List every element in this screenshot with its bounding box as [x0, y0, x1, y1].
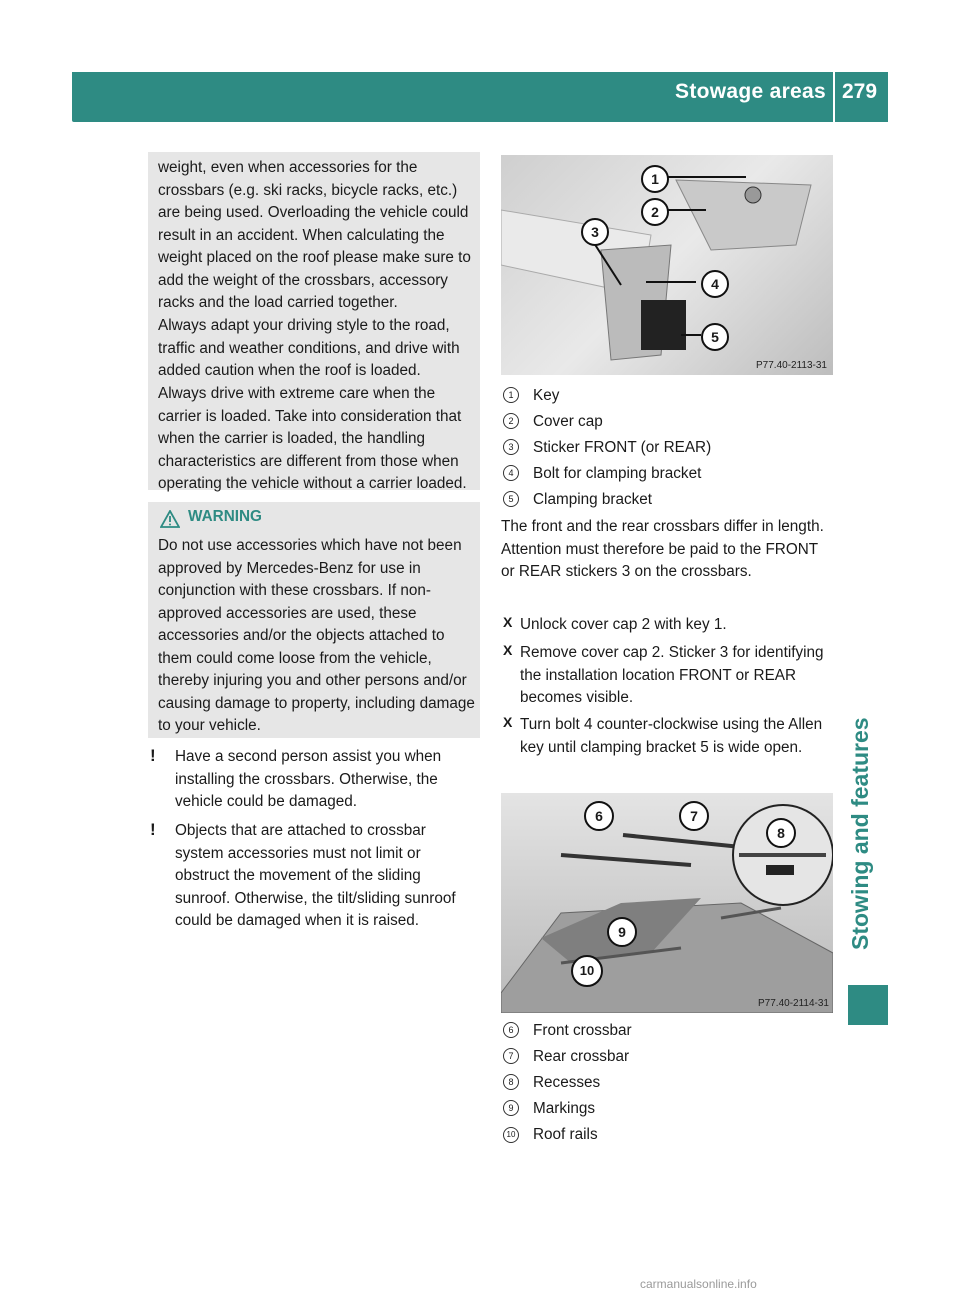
step-3: Turn bolt 4 counter-clockwise using the Allen key until clamping bracket 5 is wide open. — [520, 716, 823, 756]
callout-9: 9 — [607, 917, 637, 947]
caution-paragraph-1: weight, even when accessories for the crossbars (e.g. ski racks, bicycle racks, etc.) are being used. Overloading the vehicle could result in an accident. When calculating the weight placed on the roof please make sure to add the weight of the crossbars, accessory racks and the load carried together. — [158, 159, 471, 311]
legend-item: 5 Clamping bracket — [503, 489, 652, 511]
legend-item: 3 Sticker FRONT (or REAR) — [503, 437, 711, 459]
crossbar-clamp-illustration — [501, 155, 833, 375]
callout-4: 4 — [701, 270, 729, 298]
callout-1: 1 — [641, 165, 669, 193]
side-tab-label: Stowing and features — [847, 717, 873, 950]
step-marker: X — [503, 714, 513, 730]
figure-code: P77.40-2114-31 — [758, 998, 829, 1009]
callout-2: 2 — [641, 198, 669, 226]
notice-text-2: Objects that are attached to crossbar system accessories must not limit or obstruct the movement of the sliding sunroof. Otherwise, the tilt/sliding sunroof could be damaged when it is raised. — [175, 822, 456, 929]
step-2: Remove cover cap 2. Sticker 3 for identifying the installation location FRONT or REAR becomes visible. — [520, 644, 824, 706]
warning-text: Do not use accessories which have not been approved by Mercedes-Benz for use in conjunction with these crossbars. If non-approved accessories are used, these accessories and/or the objects attached to them could come loose from the vehicle, thereby injuring you and other persons and/or causing damage to property, including damage to your vehicle. — [158, 537, 475, 734]
step-marker: X — [503, 642, 513, 658]
legend-item: 9 Markings — [503, 1098, 595, 1120]
side-tab-marker — [848, 985, 888, 1025]
caution-paragraph-3: Always drive with extreme care when the carrier is loaded. Take into consideration that when the carrier is loaded, the handling characteristics are different from those when operating the vehicle without a carrier loaded. — [158, 385, 467, 492]
legend-item: 4 Bolt for clamping bracket — [503, 463, 701, 485]
notice-icon: ! — [150, 746, 156, 765]
step-marker: X — [503, 614, 513, 630]
legend-item: 10 Roof rails — [503, 1124, 598, 1146]
caution-paragraph-2: Always adapt your driving style to the road, traffic and weather conditions, and drive with added caution when the roof is loaded. — [158, 317, 460, 379]
callout-10: 10 — [571, 955, 603, 987]
warning-heading: WARNING — [188, 508, 262, 525]
legend-item: 8 Recesses — [503, 1072, 600, 1094]
header-divider — [833, 72, 835, 122]
callout-3: 3 — [581, 218, 609, 246]
legend-item: 1 Key — [503, 385, 559, 407]
crossbar-clamp-drawing — [501, 155, 833, 375]
step-1: Unlock cover cap 2 with key 1. — [520, 616, 727, 633]
legend-item: 7 Rear crossbar — [503, 1046, 629, 1068]
callout-8: 8 — [766, 818, 796, 848]
notice-text-1: Have a second person assist you when installing the crossbars. Otherwise, the vehicle could be damaged. — [175, 748, 442, 810]
warning-triangle-icon — [160, 510, 180, 528]
callout-5: 5 — [701, 323, 729, 351]
notice-icon: ! — [150, 820, 156, 839]
intro-paragraph: The front and the rear crossbars differ in length. Attention must therefore be paid to the FRONT or REAR stickers 3 on the crossbars. — [501, 518, 824, 580]
page-number: 279 — [842, 80, 878, 103]
section-title: Stowage areas — [675, 80, 826, 103]
roof-rails-illustration — [501, 793, 833, 1013]
callout-7: 7 — [679, 801, 709, 831]
legend-item: 2 Cover cap — [503, 411, 603, 433]
footer-watermark: carmanualsonline.info — [640, 1277, 757, 1291]
figure-code: P77.40-2113-31 — [756, 360, 827, 371]
callout-6: 6 — [584, 801, 614, 831]
legend-item: 6 Front crossbar — [503, 1020, 632, 1042]
